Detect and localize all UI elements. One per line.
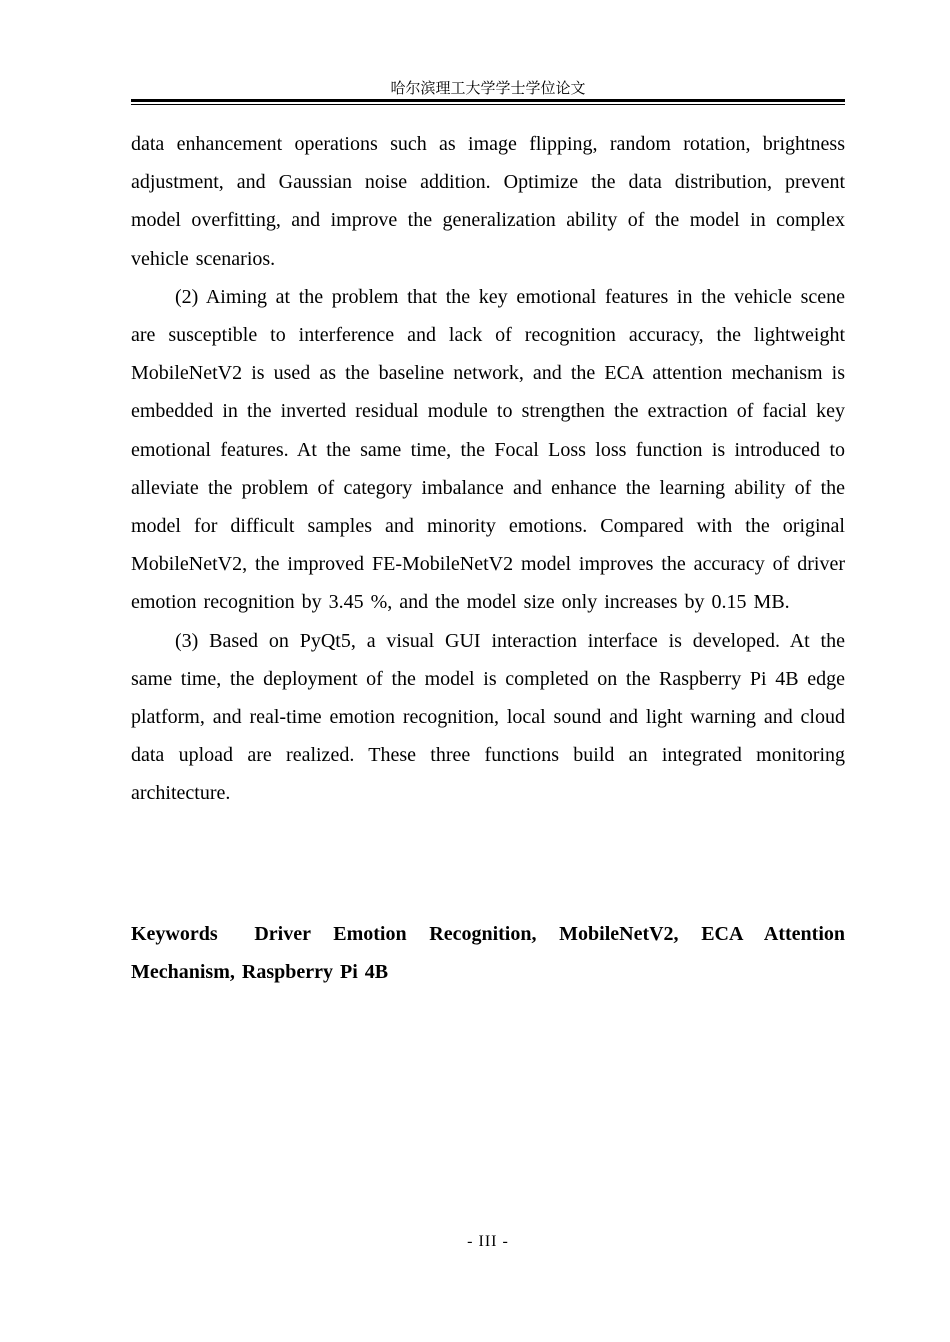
keywords-label: Keywords (131, 923, 218, 945)
header-rule-thin (131, 104, 845, 105)
abstract-body (131, 125, 845, 813)
running-header: 哈尔滨理工大学学士学位论文 (390, 79, 586, 97)
paragraph-point-2: (2) Aiming at the problem that the key emotional features in the vehicle scene are susceptible to interference and lack of recognition accuracy, the lightweight MobileNetV2 is used as the baseline network, and the ECA attention mechanism is embedded in the inverted residual module to strengthen the extraction of facial key emotional features. At the same time, the Focal Loss loss function is introduced to alleviate the problem of category imbalance and enhance the learning ability of the model for difficult samples and minority emotions. Compared with the original MobileNetV2, the improved FE-MobileNetV2 model improves the accuracy of driver emotion recognition by 3.45 %, and the model size only increases by 0.15 MB. (131, 285, 845, 614)
keywords-section (131, 915, 845, 991)
keywords-text: Driver Emotion Recognition, MobileNetV2, ECA Attention Mechanism, Raspberry Pi 4B (131, 923, 846, 983)
page-number: - III - (467, 1233, 509, 1250)
paragraph-point-3: (3) Based on PyQt5, a visual GUI interaction interface is developed. At the same time, the deployment of the model is completed on the Raspberry Pi 4B edge platform, and real-time emotion recognition, local sound and light warning and cloud data upload are realized. These three functions build an integrated monitoring architecture. (131, 629, 845, 805)
header-rule-thick (131, 99, 845, 102)
paragraph-continuation: data enhancement operations such as image flipping, random rotation, brightness adjustment, and Gaussian noise addition. Optimize the data distribution, prevent model overfitting, and improve the generalization ability of the model in complex vehicle scenarios. (131, 133, 845, 270)
